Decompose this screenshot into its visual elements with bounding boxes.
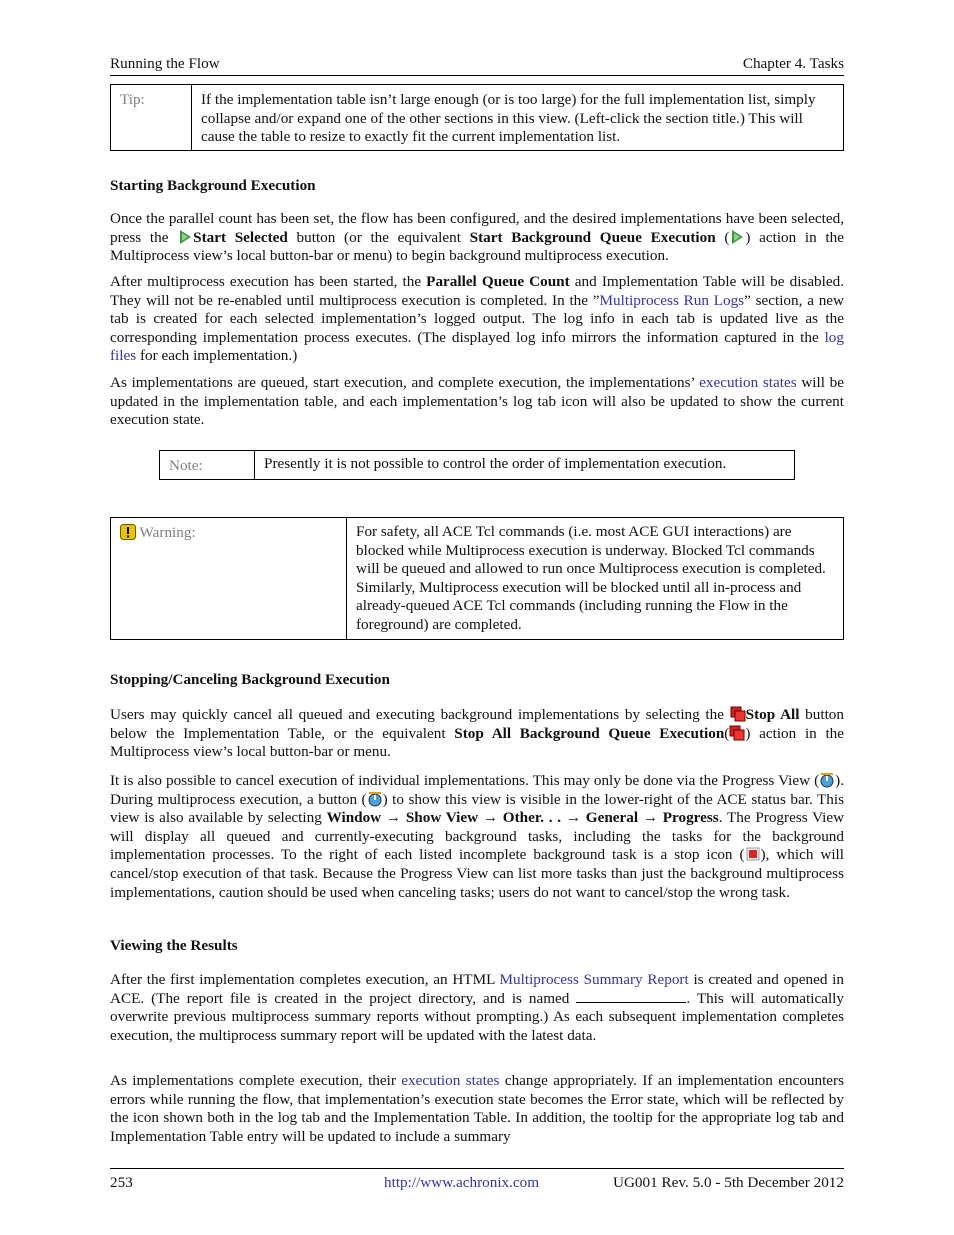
paragraph-start-3 bbox=[110, 374, 844, 430]
paragraph-view-2 bbox=[110, 1072, 844, 1146]
text: action in the Multiprocess view’s local button-bar or menu) to begin background multiprocess execution. bbox=[110, 228, 844, 265]
text: ), which will cancel/stop execution of that task. Because the Progress View can list more tasks than just the background multiprocess implementations, caution should be used when canceling tasks; users do not want to cancel/stop the wrong task. bbox=[110, 846, 844, 901]
section-title-stopping: Stopping/Canceling Background Execution bbox=[110, 671, 390, 688]
text: ). During multiprocess execution, a button ( bbox=[110, 772, 844, 808]
warning-box bbox=[110, 517, 844, 640]
section-title-viewing: Viewing the Results bbox=[110, 937, 238, 954]
menu-other: Other. . . bbox=[502, 809, 562, 827]
paragraph-stop-1 bbox=[110, 706, 844, 762]
page-header bbox=[110, 55, 844, 76]
text: and Implementation Table will be disabled. They will not be re-enabled until multiprocess execution is completed. In the ” bbox=[110, 273, 845, 309]
text: . The Progress View will display all queued and currently-executing background tasks, including the tasks for the background implementation processes. To the right of each listed incomplete background task is a stop icon ( bbox=[110, 809, 845, 864]
report-filename-placeholder bbox=[576, 992, 686, 1003]
text: button (or the equivalent bbox=[296, 228, 461, 246]
text: . This will automatically overwrite previous multiprocess summary reports without prompting.) As each subsequent implementation completes execution, the multiprocess summary report will be updated with the latest data. bbox=[110, 989, 844, 1044]
stop-all-icon bbox=[729, 725, 745, 741]
menu-show-view: Show View bbox=[405, 809, 479, 827]
footer-revision: UG001 Rev. 5.0 - 5th December 2012 bbox=[613, 1174, 844, 1191]
text: ( bbox=[724, 724, 730, 742]
link-multiprocess-summary-report[interactable]: Multiprocess Summary Report bbox=[499, 971, 689, 988]
stop-task-icon bbox=[745, 846, 761, 862]
progress-view-icon bbox=[819, 772, 835, 788]
header-section: Running the Flow bbox=[110, 55, 220, 72]
start-selected-label: Start Selected bbox=[193, 228, 288, 246]
paragraph-stop-2 bbox=[110, 772, 844, 902]
warning-icon bbox=[120, 524, 136, 540]
text: After the first implementation completes execution, an HTML bbox=[110, 971, 495, 988]
text: After multiprocess execution has been started, the bbox=[110, 273, 422, 290]
warning-text: For safety, all ACE Tcl commands (i.e. most ACE GUI interactions) are blocked while Multiprocess execution is underway. Blocked Tcl commands will be queued and allowed to run once Multiprocess execution is completed. Similarly, Multiprocess execution will be blocked until all in-process and already-queued ACE Tcl commands (including running the Flow in the foreground) are completed. bbox=[356, 523, 826, 633]
note-box bbox=[159, 450, 795, 480]
text: is created and opened in ACE. (The report file is created in the project directory, and is named bbox=[110, 971, 844, 1007]
text: ” section, a new tab is created for each selected implementation’s logged output. The log info in each tab is updated live as the corresponding implementation process executes. (The displayed log info mirrors the information captured in the bbox=[110, 291, 845, 346]
menu-general: General bbox=[585, 809, 639, 827]
section-title-starting: Starting Background Execution bbox=[110, 177, 316, 194]
stop-all-icon bbox=[730, 706, 746, 722]
text: button below the Implementation Table, or the equivalent bbox=[110, 706, 844, 742]
text: Once the parallel count has been set, the flow has been configured, and the desired implementations have been selected, press the bbox=[110, 210, 844, 246]
text: ) bbox=[745, 228, 751, 246]
text: Users may quickly cancel all queued and executing background implementations by selecting the bbox=[110, 706, 724, 723]
text: action in the Multiprocess view’s local button-bar or menu. bbox=[110, 724, 845, 761]
menu-arrow: → bbox=[565, 809, 582, 827]
start-queue-icon bbox=[177, 229, 193, 245]
menu-window: Window bbox=[326, 809, 382, 827]
paragraph-start-1 bbox=[110, 210, 844, 266]
menu-progress: Progress bbox=[662, 809, 719, 827]
tip-text: If the implementation table isn’t large enough (or is too large) for the full implementation list, simply collapse and/or expand one of the other sections in this view. (Left-click the section title.) This will cause the table to resize to exactly fit the current implementation list. bbox=[201, 91, 816, 146]
warning-label-cell bbox=[111, 518, 347, 639]
page-number: 253 bbox=[110, 1174, 133, 1191]
text: It is also possible to cancel execution of individual implementations. This may only be done via the Progress View ( bbox=[110, 772, 820, 789]
menu-arrow: → bbox=[385, 809, 402, 827]
text: ) to show this view is visible in the lower-right of the ACE status bar. This view is also available by selecting bbox=[110, 790, 844, 827]
text: for each implementation.) bbox=[139, 347, 298, 365]
text: As implementations are queued, start execution, and complete execution, the implementations’ bbox=[110, 374, 695, 391]
menu-arrow: → bbox=[642, 809, 658, 827]
text: will be updated in the implementation table, and each implementation’s log tab icon will also be updated to show the current execution state. bbox=[110, 374, 844, 429]
header-chapter: Chapter 4. Tasks bbox=[742, 55, 844, 72]
note-label: Note: bbox=[160, 451, 255, 479]
link-execution-states[interactable]: execution states bbox=[699, 374, 797, 391]
text: ( bbox=[724, 228, 730, 246]
link-multiprocess-run-logs[interactable]: Multiprocess Run Logs bbox=[599, 291, 745, 309]
text: As implementations complete execution, their bbox=[110, 1072, 396, 1089]
menu-arrow: → bbox=[482, 809, 499, 827]
paragraph-start-2 bbox=[110, 273, 844, 366]
parallel-queue-count-label: Parallel Queue Count bbox=[426, 273, 570, 290]
start-background-queue-label: Start Background Queue Execution bbox=[469, 228, 716, 246]
link-execution-states[interactable]: execution states bbox=[401, 1072, 500, 1089]
link-log-files[interactable]: log files bbox=[110, 328, 844, 365]
text: ) bbox=[745, 724, 751, 742]
stop-all-background-label: Stop All Background Queue Execution bbox=[454, 724, 725, 742]
stop-all-label: Stop All bbox=[745, 706, 800, 723]
paragraph-view-1 bbox=[110, 971, 844, 1045]
tip-box bbox=[110, 84, 844, 151]
tip-label: Tip: bbox=[111, 85, 192, 150]
progress-view-icon bbox=[367, 791, 383, 807]
note-text: Presently it is not possible to control the order of implementation execution. bbox=[264, 455, 727, 472]
footer-url-link[interactable]: http://www.achronix.com bbox=[384, 1174, 540, 1191]
page-footer bbox=[110, 1168, 844, 1191]
start-queue-icon bbox=[729, 229, 745, 245]
text: change appropriately. If an implementation encounters errors while running the flow, that implementation’s execution state becomes the Error state, which will be reflected by the icon shown both in the log tab and the Implementation Table. In addition, the tooltip for the appropriate log tab and Implementation Table entry will be updated to include a summary bbox=[110, 1072, 845, 1145]
warning-label: Warning: bbox=[139, 524, 196, 541]
